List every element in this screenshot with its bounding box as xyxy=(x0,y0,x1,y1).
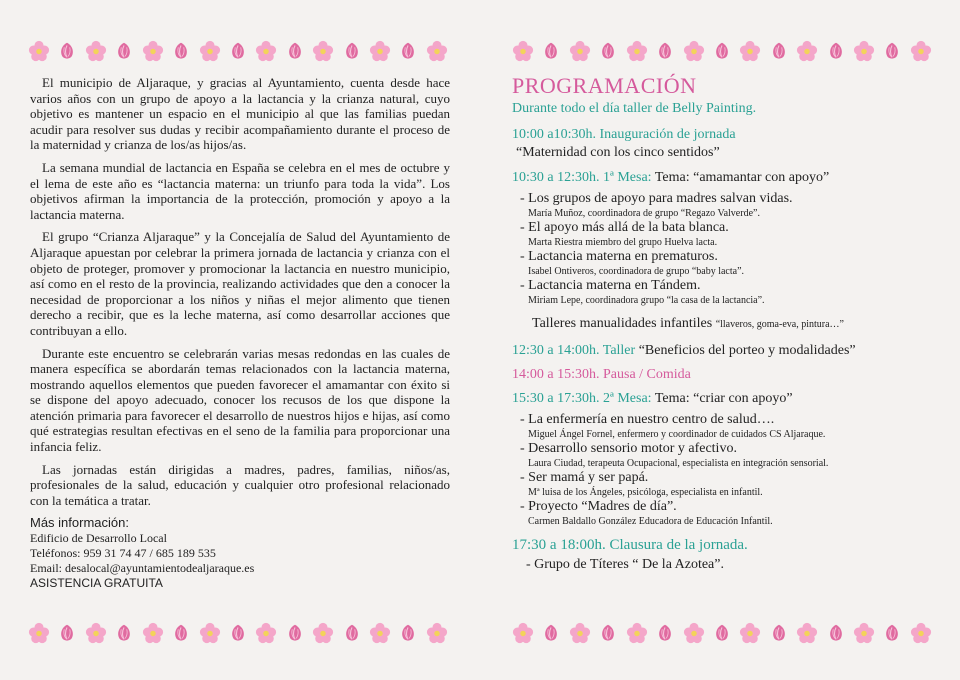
table-2-item: - La enfermería en nuestro centro de salud…. xyxy=(520,412,775,427)
table-1-speaker: María Muñoz, coordinadora de grupo “Regazo Valverde”. xyxy=(528,208,760,219)
bud-icon xyxy=(597,40,619,62)
flower-icon xyxy=(85,40,107,62)
bud-icon xyxy=(654,40,676,62)
table-1-speaker: Isabel Ontiveros, coordinadora de grupo “baby lacta”. xyxy=(528,266,745,277)
flower-icon xyxy=(312,40,334,62)
bud-icon xyxy=(540,40,562,62)
session-table-1-topic: Tema: “amamantar con apoyo” xyxy=(654,170,830,185)
flower-icon xyxy=(683,622,705,644)
session-table-1 xyxy=(512,169,932,187)
flower-icon xyxy=(369,622,391,644)
bud-icon xyxy=(597,622,619,644)
flower-icon xyxy=(796,40,818,62)
table-2-speaker: Laura Ciudad, terapeuta Ocupacional, especialista en integración sensorial. xyxy=(528,458,829,469)
flower-icon xyxy=(255,622,277,644)
bud-icon xyxy=(825,622,847,644)
flower-icon xyxy=(369,40,391,62)
info-title: Más información: xyxy=(30,515,129,531)
flower-icon xyxy=(626,40,648,62)
session-table-2-time: 15:30 a 17:30h. 2ª Mesa: xyxy=(512,391,652,406)
table-2-speaker: Miguel Ángel Fornel, enfermero y coordinador de cuidados CS Aljaraque. xyxy=(528,429,826,440)
program-title: PROGRAMACIÓN xyxy=(512,73,697,98)
flower-icon xyxy=(312,622,334,644)
children-workshops-note: “llaveros, goma-eva, pintura…” xyxy=(715,319,844,330)
flower-icon xyxy=(199,40,221,62)
flower-icon xyxy=(199,622,221,644)
bud-icon xyxy=(227,622,249,644)
flower-icon xyxy=(28,40,50,62)
flower-icon xyxy=(512,40,534,62)
info-email[interactable]: Email: desalocal@ayuntamientodealjaraque.es xyxy=(30,561,255,576)
table-2-list xyxy=(512,412,932,528)
intro-paragraph-5: Las jornadas están dirigidas a madres, padres, familias, niños/as, profesionales de la salud, educación y cualquier otro profesional relacionado con la temática a tratar. xyxy=(30,461,450,508)
info-place: Edificio de Desarrollo Local xyxy=(30,531,167,546)
bud-icon xyxy=(768,622,790,644)
table-2-speaker: Carmen Baldallo González Educadora de Educación Infantil. xyxy=(528,516,773,527)
table-2-speaker: Mª luisa de los Ángeles, psicóloga, especialista en infantil. xyxy=(528,487,763,498)
flower-icon xyxy=(910,40,932,62)
children-workshops-title: Talleres manualidades infantiles xyxy=(532,316,713,331)
intro-paragraph-4: Durante este encuentro se celebrarán varias mesas redondas en las cuales de manera específica se abordarán temas relacionados con la lactancia materna, mostrando aquellos elementos que pueden favorecer el amamantar con éxito si se dispone del apoyo adecuado, conocer los recusos de los que dispone la atención primaria para favorecer el desarrollo de nuestros hijos e hijas, así como qué estrategias resultan efectivas en el seno de la familia para proporcionar una infancia feliz. xyxy=(30,345,450,455)
flower-icon xyxy=(142,622,164,644)
table-2-item: - Desarrollo sensorio motor y afectivo. xyxy=(520,441,737,456)
session-table-2-topic: Tema: “criar con apoyo” xyxy=(654,391,793,406)
bud-icon xyxy=(113,40,135,62)
flower-icon xyxy=(142,40,164,62)
table-1-speaker: Marta Riestra miembro del grupo Huelva lacta. xyxy=(528,237,718,248)
free-admission: ASISTENCIA GRATUITA xyxy=(30,576,163,591)
flower-border-top-left xyxy=(28,40,448,62)
bud-icon xyxy=(341,40,363,62)
flower-icon xyxy=(853,40,875,62)
table-1-item: - Los grupos de apoyo para madres salvan vidas. xyxy=(520,191,793,206)
bud-icon xyxy=(397,40,419,62)
flower-border-top-right xyxy=(512,40,932,62)
flower-icon xyxy=(569,40,591,62)
children-workshops xyxy=(512,315,932,334)
flower-icon xyxy=(739,622,761,644)
flower-icon xyxy=(512,622,534,644)
session-porteo-time: 12:30 a 14:00h. Taller xyxy=(512,343,636,358)
session-porteo-topic: “Beneficios del porteo y modalidades” xyxy=(638,343,856,358)
flower-border-bottom-right xyxy=(512,622,932,644)
flower-icon xyxy=(85,622,107,644)
flower-icon xyxy=(626,622,648,644)
session-lunch: 14:00 a 15:30h. Pausa / Comida xyxy=(512,367,691,382)
table-1-list xyxy=(512,191,932,307)
flower-icon xyxy=(853,622,875,644)
all-day-workshop: Durante todo el día taller de Belly Painting. xyxy=(512,101,757,116)
flower-icon xyxy=(426,40,448,62)
table-1-item: - El apoyo más allá de la bata blanca. xyxy=(520,220,729,235)
session-opening-time: 10:00 a10:30h. Inauguración de jornada xyxy=(512,127,736,142)
table-1-item: - Lactancia materna en prematuros. xyxy=(520,249,718,264)
flower-icon xyxy=(426,622,448,644)
bud-icon xyxy=(284,622,306,644)
flower-icon xyxy=(910,622,932,644)
bud-icon xyxy=(56,40,78,62)
session-porteo xyxy=(512,342,932,360)
table-1-speaker: Miriam Lepe, coordinadora grupo “la casa de la lactancia”. xyxy=(528,295,765,306)
flower-border-bottom-left xyxy=(28,622,448,644)
bud-icon xyxy=(768,40,790,62)
flower-icon xyxy=(683,40,705,62)
bud-icon xyxy=(881,40,903,62)
bud-icon xyxy=(227,40,249,62)
table-1-item: - Lactancia materna en Tándem. xyxy=(520,278,701,293)
intro-paragraph-2: La semana mundial de lactancia en España se celebra en el mes de octubre y el lema de este año es “lactancia materna: un triunfo para toda la vida”. Los objetivos afirman la importancia de la protección, promoción y apoyo a la lactancia materna. xyxy=(30,159,450,222)
bud-icon xyxy=(56,622,78,644)
table-2-item: - Proyecto “Madres de día”. xyxy=(520,499,677,514)
flower-icon xyxy=(796,622,818,644)
session-opening-subtitle: “Maternidad con los cinco sentidos” xyxy=(516,145,720,160)
flower-icon xyxy=(28,622,50,644)
intro-paragraph-1: El municipio de Aljaraque, y gracias al Ayuntamiento, cuenta desde hace varios años con un grupo de apoyo a la lactancia y la crianza natural, cuyo objetivo es mantener un espacio en el municipio al que las familias puedan acudir para resolver sus dudas y recibir acompañamiento durante el proceso de la maternidad y crianza de los/as hijos/as. xyxy=(30,75,450,153)
bud-icon xyxy=(170,40,192,62)
bud-icon xyxy=(284,40,306,62)
session-table-2 xyxy=(512,390,932,408)
bud-icon xyxy=(170,622,192,644)
intro-paragraph-3: El grupo “Crianza Aljaraque” y la Concejalía de Salud del Ayuntamiento de Aljaraque apuestan por celebrar la primera jornada de lactancia y crianza con el objeto de proteger, promover y promocionar la lactancia en nuestro municipio, así como en el resto de la provincia, realizando actividades que den a conocer la necesidad de proporcionar a los niños y niñas el mejor alimento que tienen derecho a recibir, que es la leche materna, así como desarrollar acciones que contribuyan a ello. xyxy=(30,229,450,338)
session-closing-subtitle: - Grupo de Títeres “ De la Azotea”. xyxy=(526,557,724,572)
bud-icon xyxy=(654,622,676,644)
flower-icon xyxy=(739,40,761,62)
bud-icon xyxy=(113,622,135,644)
bud-icon xyxy=(825,40,847,62)
bud-icon xyxy=(711,40,733,62)
program-column xyxy=(512,72,932,573)
bud-icon xyxy=(341,622,363,644)
bud-icon xyxy=(540,622,562,644)
bud-icon xyxy=(711,622,733,644)
info-phones: Teléfonos: 959 31 74 47 / 685 189 535 xyxy=(30,546,216,561)
flower-icon xyxy=(569,622,591,644)
bud-icon xyxy=(397,622,419,644)
session-closing: 17:30 a 18:00h. Clausura de la jornada. xyxy=(512,537,748,553)
bud-icon xyxy=(881,622,903,644)
table-2-item: - Ser mamá y ser papá. xyxy=(520,470,649,485)
intro-column xyxy=(30,75,450,592)
session-table-1-time: 10:30 a 12:30h. 1ª Mesa: xyxy=(512,170,652,185)
flower-icon xyxy=(255,40,277,62)
